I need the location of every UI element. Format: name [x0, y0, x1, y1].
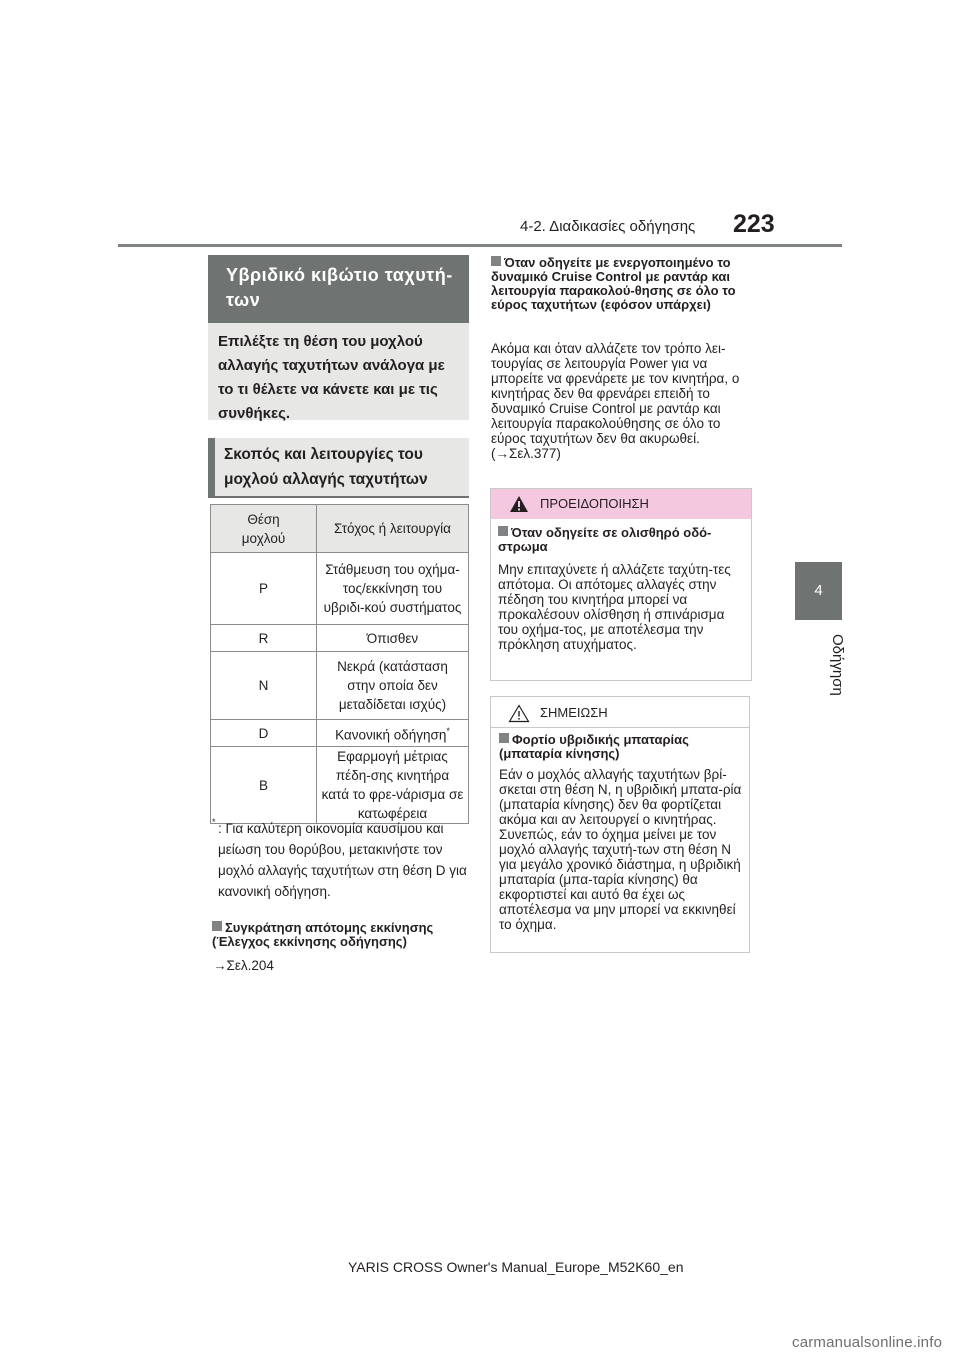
warning-heading-text: Όταν οδηγείτε σε ολισθηρό οδό-στρωμα — [498, 525, 712, 554]
square-bullet-icon — [491, 256, 501, 266]
shift-table — [210, 504, 469, 824]
table-cell-function: Νεκρά (κατάσταση στην οποία δεν μεταδίδεται ισχύς) — [317, 652, 469, 720]
table-row — [211, 747, 469, 824]
table-cell-function — [317, 720, 469, 747]
table-cell-position: B — [211, 747, 317, 824]
table-cell-function: Όπισθεν — [317, 625, 469, 652]
page-title: Υβριδικό κιβώτιο ταχυτή-των — [226, 265, 453, 310]
square-bullet-icon — [498, 526, 508, 536]
table-cell-function: Στάθμευση του οχήμα-τος/εκκίνηση του υβριδι-κού συστήματος — [317, 553, 469, 625]
caution-outline-icon — [508, 704, 530, 723]
footnote-text: : Για καλύτερη οικονομία καυσίμου και μείωση του θορύβου, μετακινήστε τον μοχλό αλλαγής ταχυτήτων στη θέση D για κανονική οδήγηση. — [218, 821, 467, 899]
warning-body: Μην επιταχύνετε ή αλλάζετε ταχύτη-τες απότομα. Οι απότομες αλλαγές στην πέδηση του κινητήρα μπορεί να προκαλέσουν ολίσθηση ή σπινάρισμα του οχήμα-τος, με αποτέλεσμα την πρόκληση ατυχήματος. — [498, 562, 731, 652]
note-header — [491, 697, 749, 727]
table-cell-position: D — [211, 720, 317, 747]
table-cell-position: N — [211, 652, 317, 720]
header-rule — [118, 244, 842, 247]
square-bullet-icon — [212, 921, 222, 931]
table-header-row — [211, 505, 469, 553]
footer-text: YARIS CROSS Owner's Manual_Europe_M52K60_en — [348, 1259, 684, 1275]
warning-label: ΠΡΟΕΙΔΟΠΟΙΗΣΗ — [540, 496, 649, 511]
table-cell-function: Εφαρμογή μέτριας πέδη-σης κινητήρα κατά το φρε-νάρισμα σε κατωφέρεια — [317, 747, 469, 824]
warning-triangle-icon — [509, 495, 529, 513]
section-title: 4-2. Διαδικασίες οδήγησης — [520, 218, 696, 235]
intro-text: Επιλέξτε τη θέση του μοχλού αλλαγής ταχυτήτων ανάλογα με το τι θέλετε να κάνετε και με τις συνθήκες. — [218, 333, 445, 422]
intro-box — [208, 323, 469, 420]
note-label: ΣΗΜΕΙΩΣΗ — [540, 705, 608, 720]
square-bullet-icon — [499, 733, 509, 743]
table-header: Θέση μοχλού — [211, 505, 317, 553]
footnote-marker: * — [446, 725, 450, 736]
subheading-box — [208, 438, 469, 496]
table-row — [211, 553, 469, 625]
note-heading — [499, 733, 744, 761]
warning-heading — [498, 526, 746, 554]
section-body: Ακόμα και όταν αλλάζετε τον τρόπο λει-τουργίας σε λειτουργία Power για να μπορείτε να φρενάρετε με τον κινητήρα, ο κινητήρας δεν θα φρενάρει επειδή το δυναμικό Cruise Control με ραντάρ και λειτουργία παρακολούθησης σε όλο το εύρος ταχυτήτων δεν θα ακυρωθεί. (→Σελ.377) — [491, 341, 740, 461]
note-body: Εάν ο μοχλός αλλαγής ταχυτήτων βρί-σκεται στη θέση N, η υβριδική μπατα-ρία (μπαταρία κίνησης) δεν θα φορτίζεται ακόμα και αν λειτουργεί ο κινητήρας. Συνεπώς, εάν το όχημα μείνει με τον μοχλό αλλαγής ταχυτή-των στη θέση N για μεγάλο χρονικό διάστημα, η υβριδική μπαταρία (μπα-ταρία κίνησης) θα εκφορτιστεί και αυτό θα έχει ως αποτέλεσμα να μην μπορεί να εκκινηθεί το όχημα. — [499, 767, 742, 932]
section-heading-text: Συγκράτηση απότομης εκκίνησης (Έλεγχος εκκίνησης οδήγησης) — [212, 920, 434, 949]
subheading-bar — [208, 438, 215, 496]
table-cell-position: R — [211, 625, 317, 652]
page-number: 223 — [733, 210, 775, 238]
note-divider — [491, 727, 749, 728]
title-box — [208, 255, 469, 324]
watermark: carmanualsonline.info — [792, 1334, 943, 1351]
table-row — [211, 652, 469, 720]
warning-box — [490, 488, 752, 681]
subheading-rule — [208, 496, 469, 498]
table-header: Στόχος ή λειτουργία — [317, 505, 469, 553]
table-row — [211, 625, 469, 652]
table-row — [211, 720, 469, 747]
subheading: Σκοπός και λειτουργίες του μοχλού αλλαγής ταχυτήτων — [224, 446, 428, 488]
note-box — [490, 696, 750, 953]
table-cell-position: P — [211, 553, 317, 625]
section-heading — [212, 921, 470, 949]
section-heading — [491, 256, 753, 312]
function-text: Κανονική οδήγηση — [335, 727, 447, 743]
page-reference: →Σελ.204 — [213, 958, 274, 973]
warning-header — [491, 489, 751, 519]
footnote-mark: * — [212, 817, 216, 827]
note-heading-text: Φορτίο υβριδικής μπαταρίας (μπαταρία κίνησης) — [499, 732, 689, 761]
section-heading-text: Όταν οδηγείτε με ενεργοποιημένο το δυναμικό Cruise Control με ραντάρ και λειτουργία παρακολού-θησης σε όλο το εύρος ταχυτήτων (εφόσον υπάρχει) — [491, 255, 736, 312]
chapter-tab: 4 — [795, 562, 842, 620]
chapter-label: Οδήγηση — [829, 634, 846, 696]
